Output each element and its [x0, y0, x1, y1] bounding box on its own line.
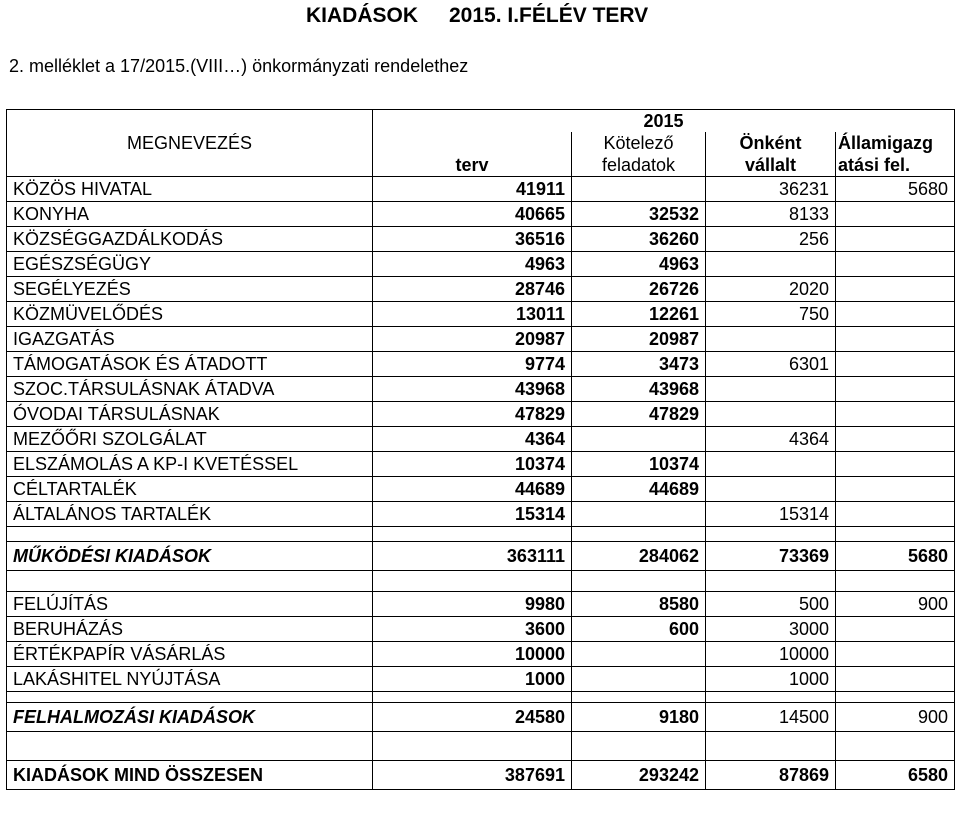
cell-plan: 41911 [373, 177, 572, 202]
cell-mandatory [572, 427, 706, 452]
cell-plan: 40665 [373, 202, 572, 227]
table-row [7, 427, 955, 452]
spacer-cell [836, 692, 955, 703]
cell-name: SEGÉLYEZÉS [7, 277, 373, 302]
header-state-line2: atási fel. [838, 155, 911, 175]
header-mandatory-line2: feladatok [601, 155, 676, 175]
cell-plan: 9980 [373, 592, 572, 617]
cell-name: KÖZMÜVELŐDÉS [7, 302, 373, 327]
cell-voluntary [706, 402, 836, 427]
cell-mandatory: 9180 [572, 703, 706, 732]
spacer-cell [706, 527, 836, 542]
cell-name: KONYHA [7, 202, 373, 227]
cell-name: LAKÁSHITEL NYÚJTÁSA [7, 667, 373, 692]
cell-plan: 387691 [373, 761, 572, 790]
spacer-cell [373, 732, 572, 761]
cell-mandatory: 44689 [572, 477, 706, 502]
cell-plan: 10000 [373, 642, 572, 667]
cell-mandatory: 8580 [572, 592, 706, 617]
header-voluntary [706, 132, 836, 177]
table-row [7, 202, 955, 227]
cell-plan: 4364 [373, 427, 572, 452]
title-period: 2015. I.FÉLÉV TERV [449, 4, 649, 27]
cell-voluntary: 14500 [706, 703, 836, 732]
spacer-row [7, 571, 955, 592]
spacer-cell [706, 692, 836, 703]
cell-state: 6580 [836, 761, 955, 790]
cell-voluntary: 8133 [706, 202, 836, 227]
cell-plan: 20987 [373, 327, 572, 352]
cell-plan: 3600 [373, 617, 572, 642]
cell-state [836, 252, 955, 277]
cell-mandatory: 293242 [572, 761, 706, 790]
cell-name: MEZŐŐRI SZOLGÁLAT [7, 427, 373, 452]
cell-state [836, 227, 955, 252]
table-row [7, 592, 955, 617]
cell-state [836, 202, 955, 227]
spacer-cell [572, 692, 706, 703]
cell-voluntary [706, 452, 836, 477]
spacer-cell [7, 527, 373, 542]
cell-name: IGAZGATÁS [7, 327, 373, 352]
cell-state [836, 617, 955, 642]
cell-plan: 47829 [373, 402, 572, 427]
cell-mandatory: 20987 [572, 327, 706, 352]
cell-name: TÁMOGATÁSOK ÉS ÁTADOTT [7, 352, 373, 377]
table-row [7, 277, 955, 302]
header-voluntary-line1: Önként [739, 133, 802, 153]
cell-mandatory [572, 502, 706, 527]
spacer-cell [7, 571, 373, 592]
spacer-cell [706, 571, 836, 592]
cell-voluntary: 4364 [706, 427, 836, 452]
cell-name: ELSZÁMOLÁS A KP-I KVETÉSSEL [7, 452, 373, 477]
table-row [7, 377, 955, 402]
cell-state [836, 477, 955, 502]
spacer-row [7, 527, 955, 542]
spacer-cell [572, 571, 706, 592]
header-plan: terv [373, 132, 572, 177]
cell-plan: 24580 [373, 703, 572, 732]
cell-plan: 43968 [373, 377, 572, 402]
cell-name: BERUHÁZÁS [7, 617, 373, 642]
table-row [7, 352, 955, 377]
spacer-cell [572, 732, 706, 761]
cell-mandatory [572, 642, 706, 667]
cell-state [836, 377, 955, 402]
cell-plan: 13011 [373, 302, 572, 327]
cell-name: FELÚJÍTÁS [7, 592, 373, 617]
cell-voluntary: 73369 [706, 542, 836, 571]
cell-plan: 1000 [373, 667, 572, 692]
cell-state [836, 402, 955, 427]
spacer-cell [572, 527, 706, 542]
cell-voluntary: 15314 [706, 502, 836, 527]
cell-mandatory: 10374 [572, 452, 706, 477]
header-year: 2015 [373, 110, 955, 133]
cell-voluntary: 256 [706, 227, 836, 252]
cell-plan: 9774 [373, 352, 572, 377]
header-state-line1: Államigazg [838, 133, 934, 153]
table-row [7, 617, 955, 642]
table-row [7, 252, 955, 277]
spacer-row [7, 732, 955, 761]
cell-voluntary: 750 [706, 302, 836, 327]
cell-name: FELHALMOZÁSI KIADÁSOK [7, 703, 373, 732]
cell-state [836, 352, 955, 377]
cell-name: ÓVODAI TÁRSULÁSNAK [7, 402, 373, 427]
cell-state: 5680 [836, 177, 955, 202]
cell-name: SZOC.TÁRSULÁSNAK ÁTADVA [7, 377, 373, 402]
cell-mandatory: 47829 [572, 402, 706, 427]
cell-plan: 44689 [373, 477, 572, 502]
spacer-cell [836, 732, 955, 761]
cell-mandatory: 600 [572, 617, 706, 642]
header-state [836, 132, 955, 177]
cell-mandatory [572, 667, 706, 692]
cell-name: ÁLTALÁNOS TARTALÉK [7, 502, 373, 527]
cell-state: 5680 [836, 542, 955, 571]
spacer-cell [373, 571, 572, 592]
table-row [7, 502, 955, 527]
cell-voluntary: 1000 [706, 667, 836, 692]
cell-mandatory [572, 177, 706, 202]
table-row [7, 302, 955, 327]
table-row [7, 477, 955, 502]
cell-voluntary [706, 252, 836, 277]
operating-total-row [7, 542, 955, 571]
cell-voluntary: 6301 [706, 352, 836, 377]
cell-mandatory: 32532 [572, 202, 706, 227]
spacer-cell [836, 571, 955, 592]
table-row [7, 452, 955, 477]
cell-mandatory: 26726 [572, 277, 706, 302]
spacer-row [7, 692, 955, 703]
cell-plan: 15314 [373, 502, 572, 527]
grand-total-row [7, 761, 955, 790]
table-row [7, 177, 955, 202]
header-name [7, 110, 373, 177]
cell-voluntary: 10000 [706, 642, 836, 667]
cell-voluntary [706, 377, 836, 402]
spacer-cell [7, 732, 373, 761]
cell-state [836, 427, 955, 452]
table-row [7, 327, 955, 352]
cell-mandatory: 36260 [572, 227, 706, 252]
header-mandatory [572, 132, 706, 177]
cell-mandatory: 43968 [572, 377, 706, 402]
spacer-cell [373, 527, 572, 542]
cell-plan: 36516 [373, 227, 572, 252]
cell-state [836, 452, 955, 477]
page-subtitle: 2. melléklet a 17/2015.(VIII…) önkormányzati rendelethez [9, 56, 469, 76]
cell-name: EGÉSZSÉGÜGY [7, 252, 373, 277]
cell-mandatory: 4963 [572, 252, 706, 277]
cell-plan: 363111 [373, 542, 572, 571]
cell-name: CÉLTARTALÉK [7, 477, 373, 502]
cell-mandatory: 3473 [572, 352, 706, 377]
header-name-label: MEGNEVEZÉS [126, 133, 253, 153]
cell-voluntary [706, 327, 836, 352]
header-row-year [7, 110, 955, 133]
cell-name: KÖZÖS HIVATAL [7, 177, 373, 202]
spacer-cell [706, 732, 836, 761]
cell-voluntary [706, 477, 836, 502]
cell-voluntary: 36231 [706, 177, 836, 202]
cell-plan: 4963 [373, 252, 572, 277]
table-row [7, 642, 955, 667]
cell-state [836, 667, 955, 692]
cell-state [836, 327, 955, 352]
cell-name: ÉRTÉKPAPÍR VÁSÁRLÁS [7, 642, 373, 667]
header-voluntary-line2: vállalt [744, 155, 797, 175]
table-body [7, 110, 955, 790]
table-row [7, 227, 955, 252]
cell-name: KIADÁSOK MIND ÖSSZESEN [7, 761, 373, 790]
cell-voluntary: 3000 [706, 617, 836, 642]
cell-state [836, 302, 955, 327]
spacer-cell [7, 692, 373, 703]
cell-state [836, 502, 955, 527]
cell-plan: 10374 [373, 452, 572, 477]
cell-mandatory: 12261 [572, 302, 706, 327]
expenditure-table [6, 109, 955, 790]
cell-plan: 28746 [373, 277, 572, 302]
spacer-cell [373, 692, 572, 703]
cell-name: MŰKÖDÉSI KIADÁSOK [7, 542, 373, 571]
spacer-cell [836, 527, 955, 542]
title-main: KIADÁSOK [306, 4, 419, 27]
header-mandatory-line1: Kötelező [603, 133, 674, 153]
cell-state [836, 277, 955, 302]
cell-name: KÖZSÉGGAZDÁLKODÁS [7, 227, 373, 252]
cell-voluntary: 87869 [706, 761, 836, 790]
table-row [7, 402, 955, 427]
cell-state: 900 [836, 592, 955, 617]
cell-voluntary: 2020 [706, 277, 836, 302]
cell-voluntary: 500 [706, 592, 836, 617]
capital-total-row [7, 703, 955, 732]
cell-mandatory: 284062 [572, 542, 706, 571]
cell-state [836, 642, 955, 667]
table-row [7, 667, 955, 692]
cell-state: 900 [836, 703, 955, 732]
